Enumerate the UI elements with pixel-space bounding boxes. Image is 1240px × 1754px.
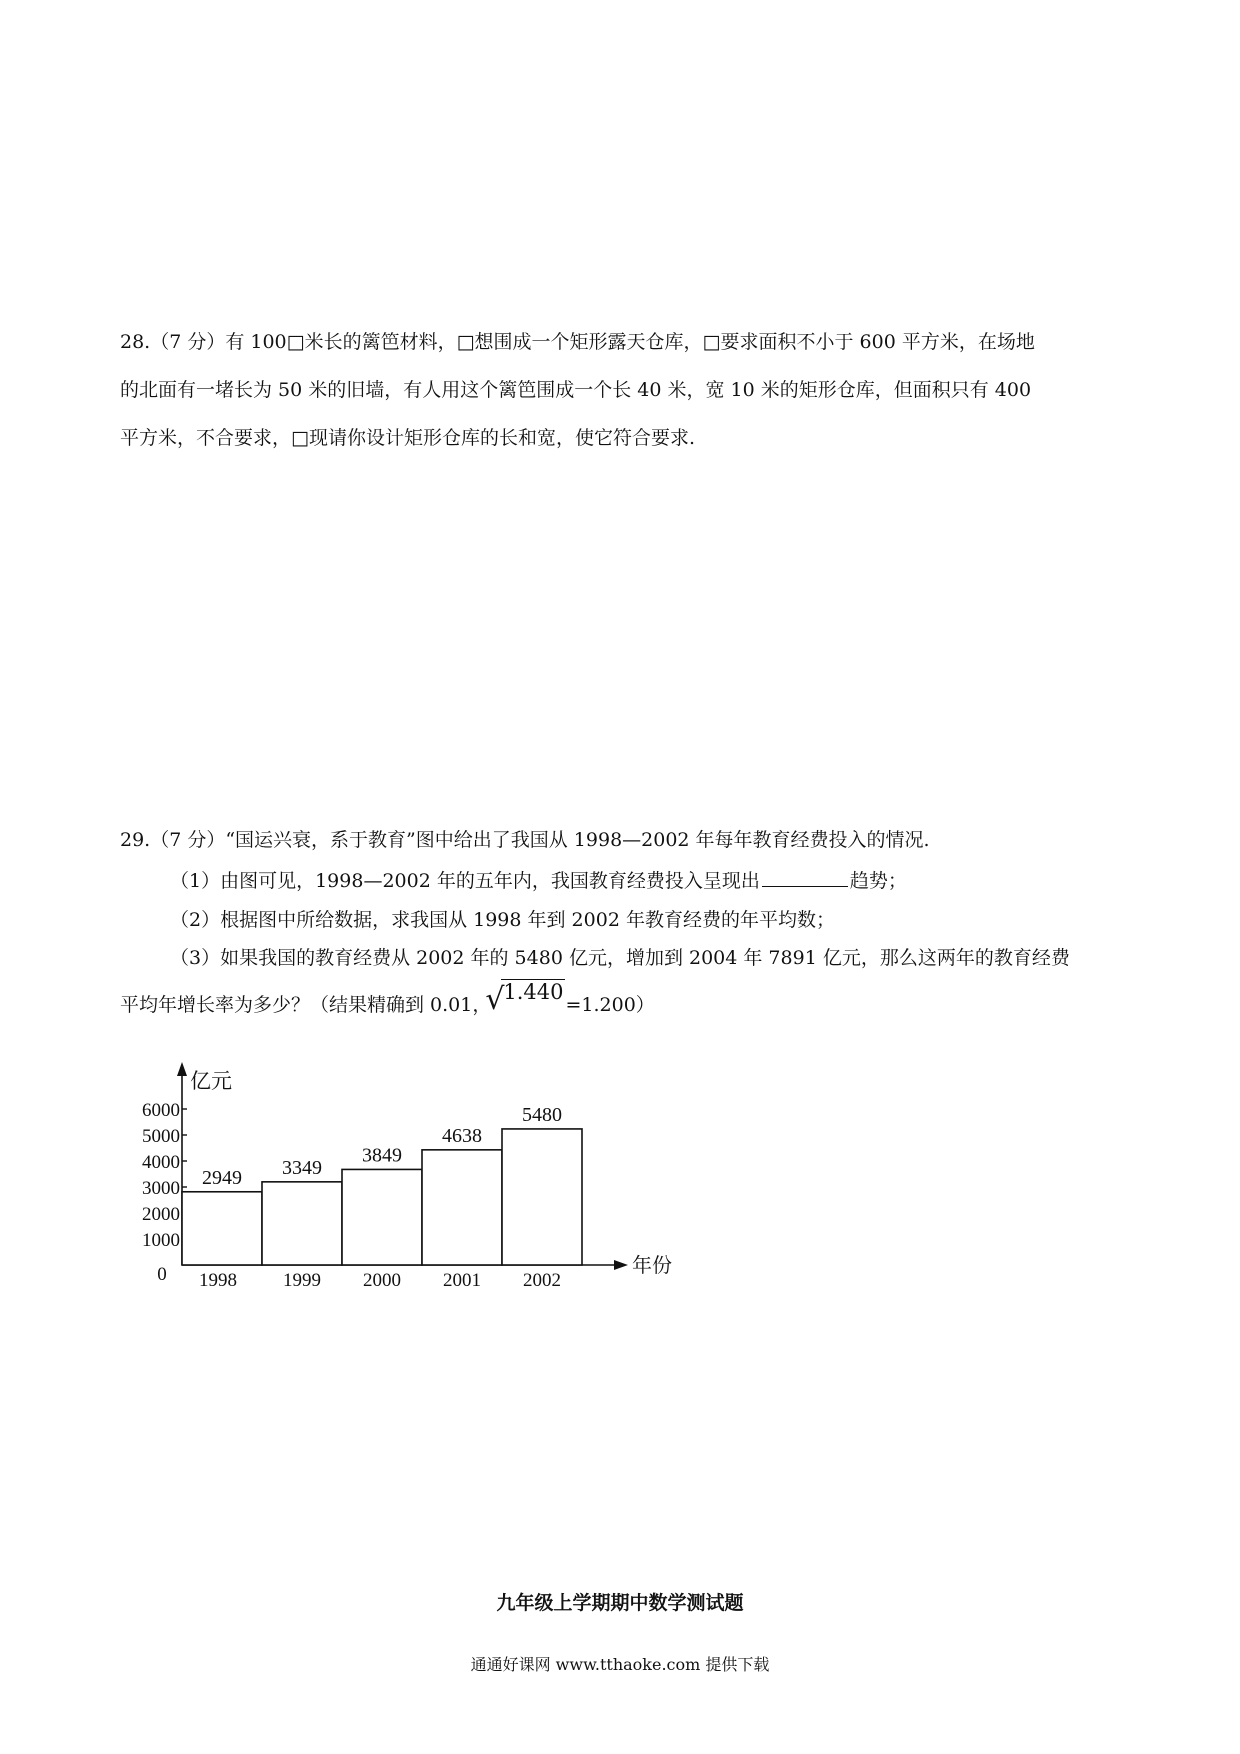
q29-line-1: 29.（7 分）“国运兴衰，系于教育”图中给出了我国从 1998—2002 年每年教育经费投入的情况. [120,829,930,851]
y-tick-label: 1000 [142,1230,180,1251]
q29-part-3-cont-text: 平均年增长率为多少？（结果精确到 0.01， [120,994,492,1016]
q29-part-1-text: （1）由图可见，1998—2002 年的五年内，我国教育经费投入呈现出 [170,870,760,892]
y-axis-title: 亿元 [190,1069,232,1093]
x-tick-label-2002: 2002 [523,1270,561,1291]
data-label-1999: 3349 [282,1156,322,1179]
footer-source: 通通好课网 www.tthaoke.com 提供下载 [470,1655,770,1674]
bar-1999 [262,1182,342,1265]
origin-label: 0 [157,1264,167,1285]
data-label-1998: 2949 [202,1166,242,1189]
bar-1998 [182,1192,262,1265]
sqrt-expression [485,980,565,1017]
x-axis-arrow [614,1260,628,1270]
y-tick-label: 6000 [142,1100,180,1121]
y-axis-arrow [177,1062,187,1076]
q29-part-3: （3）如果我国的教育经费从 2002 年的 5480 亿元，增加到 2004 年 7891 亿元，那么这两年的教育经费 [170,947,1070,969]
sqrt-value: 1.440 [503,980,564,1004]
q28-line-2: 的北面有一堵长为 50 米的旧墙，有人用这个篱笆围成一个长 40 米，宽 10 米的矩形仓库，但面积只有 400 [120,379,1032,401]
x-tick-label-2000: 2000 [363,1270,401,1291]
x-tick-label-2001: 2001 [443,1270,481,1291]
sqrt-icon: √ [485,982,505,1017]
answer-blank[interactable] [762,868,848,887]
y-tick-label: 2000 [142,1204,180,1225]
data-label-2000: 3849 [362,1144,402,1167]
footer-title: 九年级上学期期中数学测试题 [496,1592,744,1614]
y-tick-label: 5000 [142,1126,180,1147]
q28-line-1: 28.（7 分）有 100□米长的篱笆材料，□想围成一个矩形露天仓库，□要求面积不小于 600 平方米，在场地 [120,331,1035,353]
bar-2002 [502,1129,582,1265]
bar-2000 [342,1169,422,1265]
x-axis-title: 年份 [632,1255,672,1277]
y-tick-label: 4000 [142,1152,180,1173]
q29-part-3-cont-end: =1.200） [565,994,655,1016]
bar-2001 [422,1150,502,1265]
q29-part-1 [170,868,907,893]
education-expenditure-chart [120,1040,700,1310]
q28-line-3: 平方米，不合要求，□现请你设计矩形仓库的长和宽，使它符合要求. [120,427,695,449]
x-tick-label-1998: 1998 [199,1270,237,1291]
q29-part-1-end: 趋势； [849,870,907,892]
data-label-2002: 5480 [522,1103,562,1126]
data-label-2001: 4638 [442,1124,482,1147]
x-tick-label-1999: 1999 [283,1270,321,1291]
q29-part-2: （2）根据图中所给数据，求我国从 1998 年到 2002 年教育经费的年平均数； [170,909,835,931]
q29-part-3-cont [120,980,655,1017]
y-tick-label: 3000 [142,1178,180,1199]
